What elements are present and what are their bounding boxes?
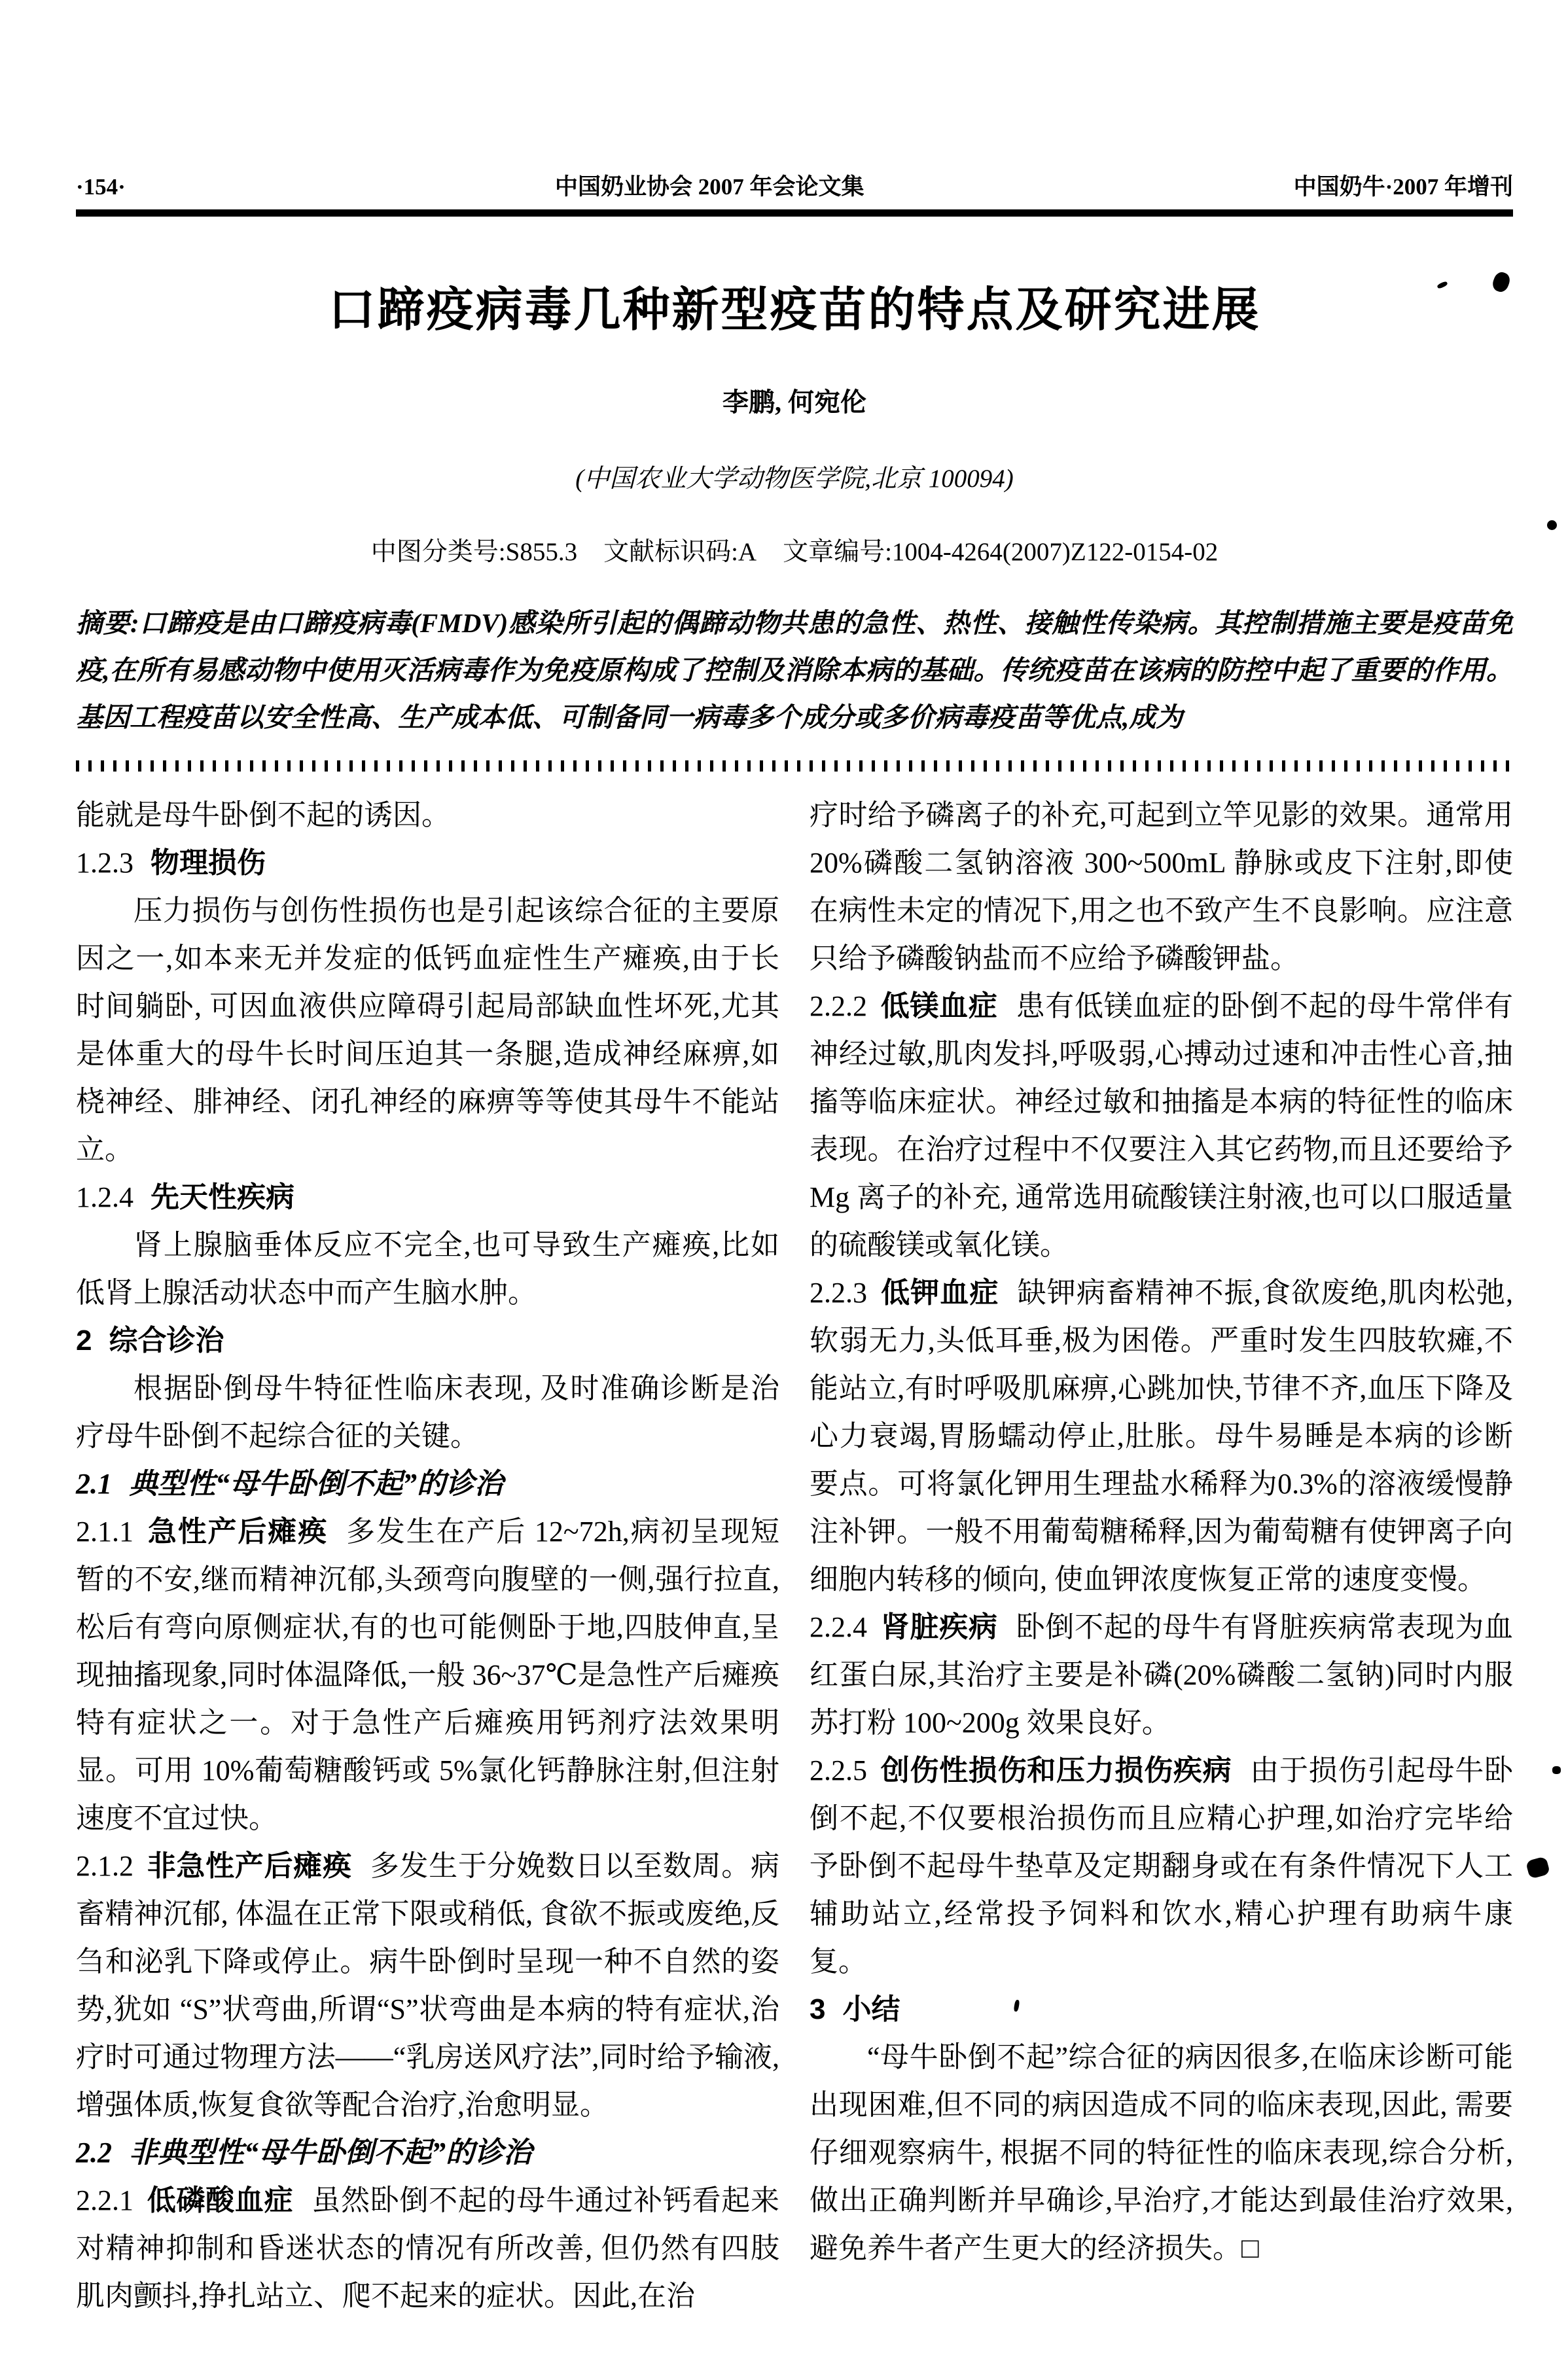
section-term: 肾脏疾病 [880,1611,998,1643]
header-center-title: 中国奶业协会 2007 年会论文集 [554,174,864,200]
section-number: 2.2.4 [810,1611,867,1643]
section-number: 1.2.4 [76,1181,134,1213]
heading-2.2 [76,2129,779,2176]
article-authors: 李鹏, 何宛伦 [722,387,866,417]
heading-1.2.4 [76,1173,779,1221]
paragraph: 压力损伤与创伤性损伤也是引起该综合征的主要原因之一,如本来无并发症的低钙血症性生产瘫痪,由于长时间躺卧, 可因血液供应障碍引起局部缺血性坏死,尤其是体重大的母牛长时间压迫其一条腿,造成神经麻痹,如桡神经、腓神经、闭孔神经的麻痹等等使其母牛不能站立。 [76,895,779,1165]
section-term: 低钾血症 [880,1277,999,1309]
section-term: 低磷酸血症 [147,2184,294,2216]
subsection-2.2.4: 2.2.4 肾脏疾病 卧倒不起的母牛有肾脏疾病常表现为血红蛋白尿,其治疗主要是补磷(20%磷酸二氢钠)同时内服苏打粉 100~200g 效果良好。 [810,1611,1514,1739]
article-meta [76,531,1513,568]
section-title: 小结 [842,1993,900,2025]
header-rule [76,209,1513,217]
ink-blob [1547,520,1557,530]
paragraph-continuation: 能就是母牛卧倒不起的诱因。 [76,799,450,831]
body-columns [76,791,1513,2320]
section-title: 非典型性“母牛卧倒不起”的诊治 [129,2137,532,2169]
heading-2.1 [76,1460,779,1508]
section-number: 2.1 [76,1468,112,1500]
paragraph: 根据卧倒母牛特征性临床表现, 及时准确诊断是治疗母牛卧倒不起综合征的关键。 [76,1372,779,1452]
section-title: 典型性“母牛卧倒不起”的诊治 [129,1468,503,1500]
heading-1.2.3 [76,839,779,887]
section-number: 2.2.1 [76,2184,134,2216]
dashed-separator [76,760,1513,772]
ink-blob [1552,1766,1561,1774]
section-number: 2.2.5 [810,1754,867,1786]
left-column [76,791,779,2320]
page-content [76,169,1513,2320]
clc-number: 中图分类号:S855.3 [370,538,578,566]
section-title: 综合诊治 [109,1324,224,1357]
subsection-2.2.3: 2.2.3 低钾血症 缺钾病畜精神不振,食欲废绝,肌肉松弛,软弱无力,头低耳垂,极为困倦。严重时发生四肢软瘫,不能站立,有时呼吸肌麻痹,心跳加快,节律不齐,血压下降及心力衰竭,胃肠蠕动停止,肚胀。母牛易睡是本病的诊断要点。可将氯化钾用生理盐水稀释为0.3%的溶液缓慢静注补钾。一般不用葡萄糖稀释,因为葡萄糖有使钾离子向细胞内转移的倾向, 使血钾浓度恢复正常的速度变慢。 [810,1277,1514,1595]
subsection-2.2.2: 2.2.2 低镁血症 患有低镁血症的卧倒不起的母牛常伴有神经过敏,肌肉发抖,呼吸弱,心搏动过速和冲击性心音,抽搐等临床症状。神经过敏和抽搐是本病的特征性的临床表现。在治疗过程中不仅要注入其它药物,而且还要给予 Mg 离子的补充, 通常选用硫酸镁注射液,也可以口服适量的硫酸镁或氧化镁。 [810,990,1514,1261]
abstract [76,599,1513,741]
section-term: 急性产后瘫痪 [147,1516,328,1548]
section-number: 1.2.3 [76,847,134,879]
section-term: 低镁血症 [880,990,998,1022]
article-id: 文章编号:1004-4264(2007)Z122-0154-02 [783,538,1219,566]
section-number: 2.2 [76,2137,112,2169]
section-number: 2.1.2 [76,1850,134,1882]
paragraph: “母牛卧倒不起”综合征的病因很多,在临床诊断可能出现困难,但不同的病因造成不同的临床表现,因此, 需要仔细观察病牛, 根据不同的特征性的临床表现,综合分析,做出正确判断并早确诊,早治疗,才能达到最佳治疗效果,避免养牛者产生更大的经济损失。□ [810,2041,1513,2264]
page-number: ·154· [76,174,126,200]
section-term: 创伤性损伤和压力损伤疾病 [880,1754,1232,1786]
section-number: 2.1.1 [76,1516,134,1548]
page-header [76,169,1513,202]
section-number: 2 [76,1324,92,1357]
subsection-2.2.5: 2.2.5 创伤性损伤和压力损伤疾病 由于损伤引起母牛卧倒不起,不仅要根治损伤而且应精心护理,如治疗完毕给予卧倒不起母牛垫草及定期翻身或在有条件情况下人工辅助站立,经常投予饲料和饮水,精心护理有助病牛康复。 [810,1754,1514,1978]
paragraph: 肾上腺脑垂体反应不完全,也可导致生产瘫痪,比如低肾上腺活动状态中而产生脑水肿。 [76,1229,779,1309]
ink-blob [1525,1856,1550,1879]
section-title: 先天性疾病 [151,1181,294,1213]
subsection-2.1.1: 2.1.1 急性产后瘫痪 多发生在产后 12~72h,病初呈现短暂的不安,继而精神沉郁,头颈弯向腹壁的一侧,强行拉直,松后有弯向原侧症状,有的也可能侧卧于地,四肢伸直,呈现抽搐现象,同时体温降低,一般 36~37℃是急性产后瘫痪特有症状之一。对于急性产后瘫痪用钙剂疗法效果明显。可用 10%葡萄糖酸钙或 5%氯化钙静脉注射,但注射速度不宜过快。 [76,1516,779,1834]
article-affiliation: (中国农业大学动物医学院,北京 100094) [575,465,1014,493]
section-number: 2.2.3 [810,1277,867,1309]
section-number: 3 [810,1993,826,2025]
section-number: 2.2.2 [810,990,867,1022]
section-term: 非急性产后瘫痪 [147,1850,352,1882]
heading-2 [76,1317,779,1364]
article-title: 口蹄疫病毒几种新型疫苗的特点及研究进展 [328,284,1261,336]
right-column [810,791,1513,2320]
paragraph-continuation: 疗时给予磷离子的补充,可起到立竿见影的效果。通常用 20%磷酸二氢钠溶液 300~500mL 静脉或皮下注射,即使在病性未定的情况下,用之也不致产生不良影响。应注意只给予磷酸钠盐而不应给予磷酸钾盐。 [810,799,1513,974]
section-title: 物理损伤 [151,847,266,879]
subsection-2.1.2: 2.1.2 非急性产后瘫痪 多发生于分娩数日以至数周。病畜精神沉郁, 体温在正常下限或稍低, 食欲不振或废绝,反刍和泌乳下降或停止。病牛卧倒时呈现一种不自然的姿势,犹如 “S”状弯曲,所谓“S”状弯曲是本病的特有症状,治疗时可通过物理方法——“乳房送风疗法”,同时给予输液,增强体质,恢复食欲等配合治疗,治愈明显。 [76,1850,780,2121]
subsection-2.2.1: 2.2.1 低磷酸血症 虽然卧倒不起的母牛通过补钙看起来对精神抑制和昏迷状态的情况有所改善, 但仍然有四肢肌肉颤抖,挣扎站立、爬不起来的症状。因此,在治 [76,2184,780,2312]
heading-3 [810,1985,1513,2033]
abstract-text: 口蹄疫是由口蹄疫病毒(FMDV)感染所引起的偶蹄动物共患的急性、热性、接触性传染病。其控制措施主要是疫苗免疫,在所有易感动物中使用灭活病毒作为免疫原构成了控制及消除本病的基础。传统疫苗在该病的防控中起了重要的作用。基因工程疫苗以安全性高、生产成本低、可制备同一病毒多个成分或多价病毒疫苗等优点,成为 [76,608,1514,732]
abstract-label: 摘要: [76,608,139,638]
header-right-title: 中国奶牛·2007 年增刊 [1293,174,1513,200]
document-code: 文献标识码:A [603,538,757,566]
